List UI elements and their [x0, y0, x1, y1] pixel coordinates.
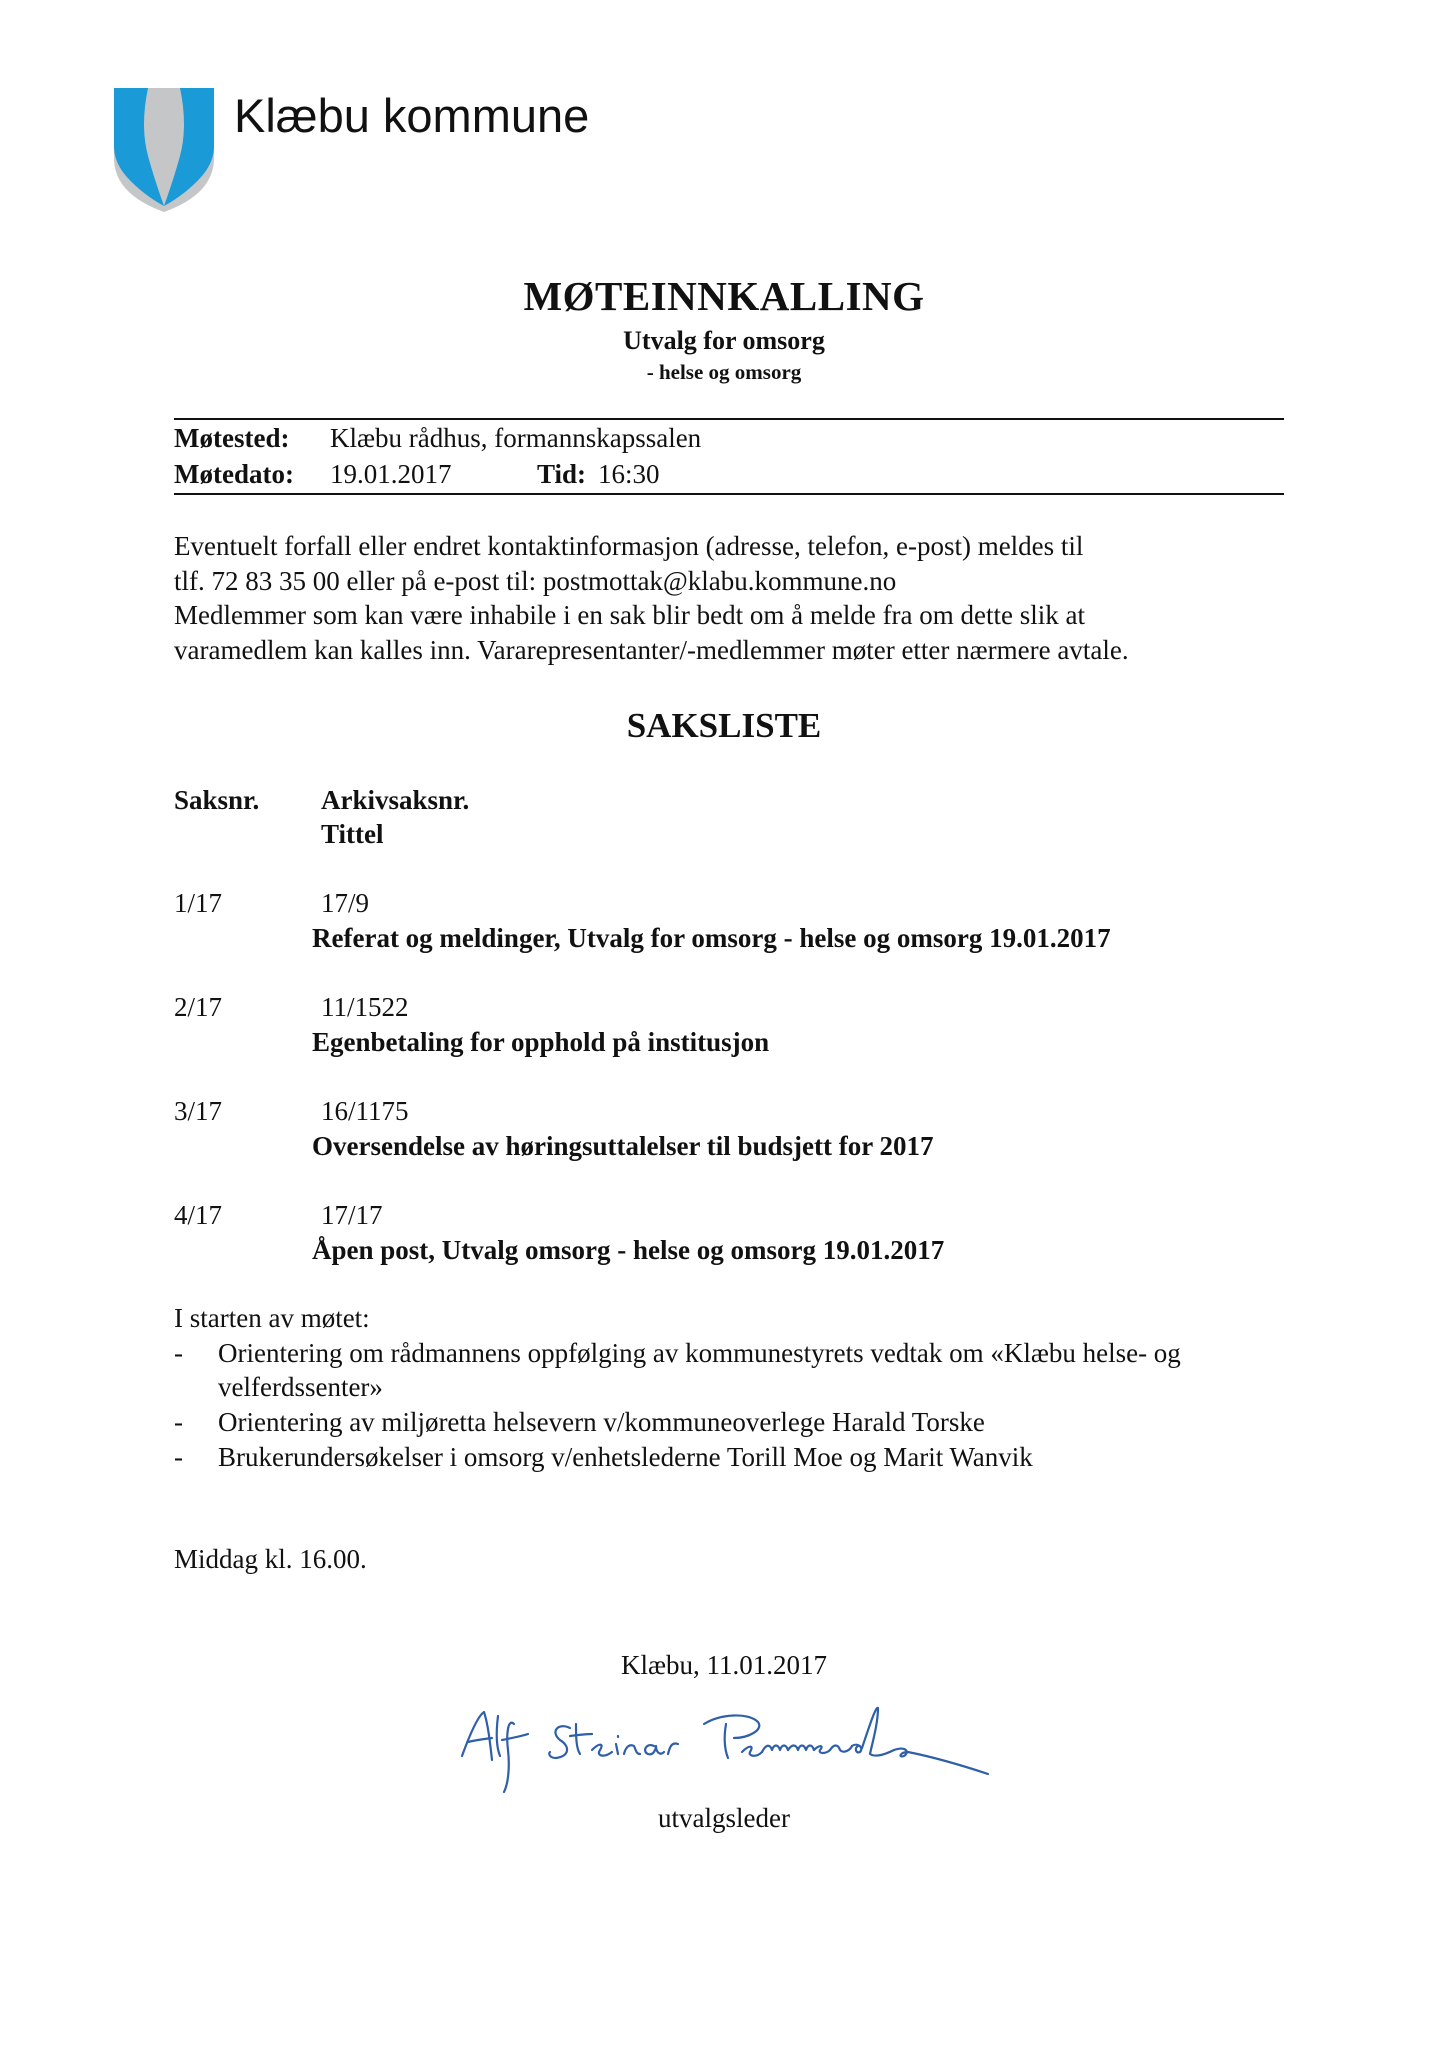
info-text-line: Medlemmer som kan være inhabile i en sak blir bedt om å melde fra om dette slik at — [174, 600, 1085, 630]
agenda-item-archive-no: 11/1522 — [321, 992, 409, 1022]
bullet-item-continuation: velferdssenter» — [218, 1372, 383, 1402]
meeting-date-value: 19.01.2017 — [330, 459, 452, 489]
column-header-title: Tittel — [321, 819, 384, 849]
agenda-item-archive-no: 17/17 — [321, 1200, 383, 1230]
meeting-place-label: Møtested: — [174, 423, 290, 453]
bullet-marker: - — [174, 1442, 183, 1472]
place-and-date: Klæbu, 11.01.2017 — [620, 1650, 827, 1680]
meeting-time-value: 16:30 — [598, 459, 660, 489]
start-of-meeting-intro: I starten av møtet: — [174, 1303, 370, 1333]
subcommittee-name: - helse og omsorg — [646, 360, 802, 384]
committee-name: Utvalg for omsorg — [623, 326, 825, 355]
agenda-item-case-no: 2/17 — [174, 992, 223, 1022]
meeting-date-label: Møtedato: — [174, 459, 294, 489]
bullet-item: Brukerundersøkelser i omsorg v/enhetslederne Torill Moe og Marit Wanvik — [218, 1442, 1033, 1472]
column-header-case-no: Saksnr. — [174, 785, 260, 815]
meeting-time-label: Tid: — [537, 459, 587, 489]
info-text-line: varamedlem kan kalles inn. Vararepresentanter/-medlemmer møter etter nærmere avtale. — [174, 635, 1129, 665]
info-text-line: tlf. 72 83 35 00 eller på e-post til: postmottak@klabu.kommune.no — [174, 566, 897, 596]
agenda-item-case-no: 1/17 — [174, 888, 223, 918]
agenda-title: SAKSLISTE — [626, 706, 822, 745]
organization-name: Klæbu kommune — [234, 89, 590, 142]
bullet-item: Orientering av miljøretta helsevern v/kommuneoverlege Harald Torske — [218, 1407, 985, 1437]
column-header-archive-no: Arkivsaksnr. — [321, 785, 470, 815]
info-text-line: Eventuelt forfall eller endret kontaktinformasjon (adresse, telefon, e-post) meldes til — [174, 531, 1084, 561]
agenda-item-archive-no: 16/1175 — [321, 1096, 409, 1126]
meeting-place-value: Klæbu rådhus, formannskapssalen — [330, 423, 702, 453]
bullet-marker: - — [174, 1338, 183, 1368]
agenda-item-title: Egenbetaling for opphold på institusjon — [312, 1027, 770, 1057]
divider — [174, 493, 1284, 495]
agenda-item-archive-no: 17/9 — [321, 888, 370, 918]
agenda-item-case-no: 4/17 — [174, 1200, 223, 1230]
bullet-marker: - — [174, 1407, 183, 1437]
agenda-item-title: Åpen post, Utvalg omsorg - helse og omsorg 19.01.2017 — [312, 1235, 945, 1265]
signer-role: utvalgsleder — [658, 1803, 790, 1833]
dinner-note: Middag kl. 16.00. — [174, 1544, 367, 1574]
agenda-item-case-no: 3/17 — [174, 1096, 223, 1126]
coat-of-arms-icon — [112, 86, 216, 214]
agenda-item-title: Oversendelse av høringsuttalelser til budsjett for 2017 — [312, 1131, 934, 1161]
handwritten-signature — [458, 1694, 998, 1804]
agenda-item-title: Referat og meldinger, Utvalg for omsorg - helse og omsorg 19.01.2017 — [312, 923, 1111, 953]
bullet-item: Orientering om rådmannens oppfølging av kommunestyrets vedtak om «Klæbu helse- og — [218, 1338, 1181, 1368]
document-title: MØTEINNKALLING — [523, 273, 925, 319]
